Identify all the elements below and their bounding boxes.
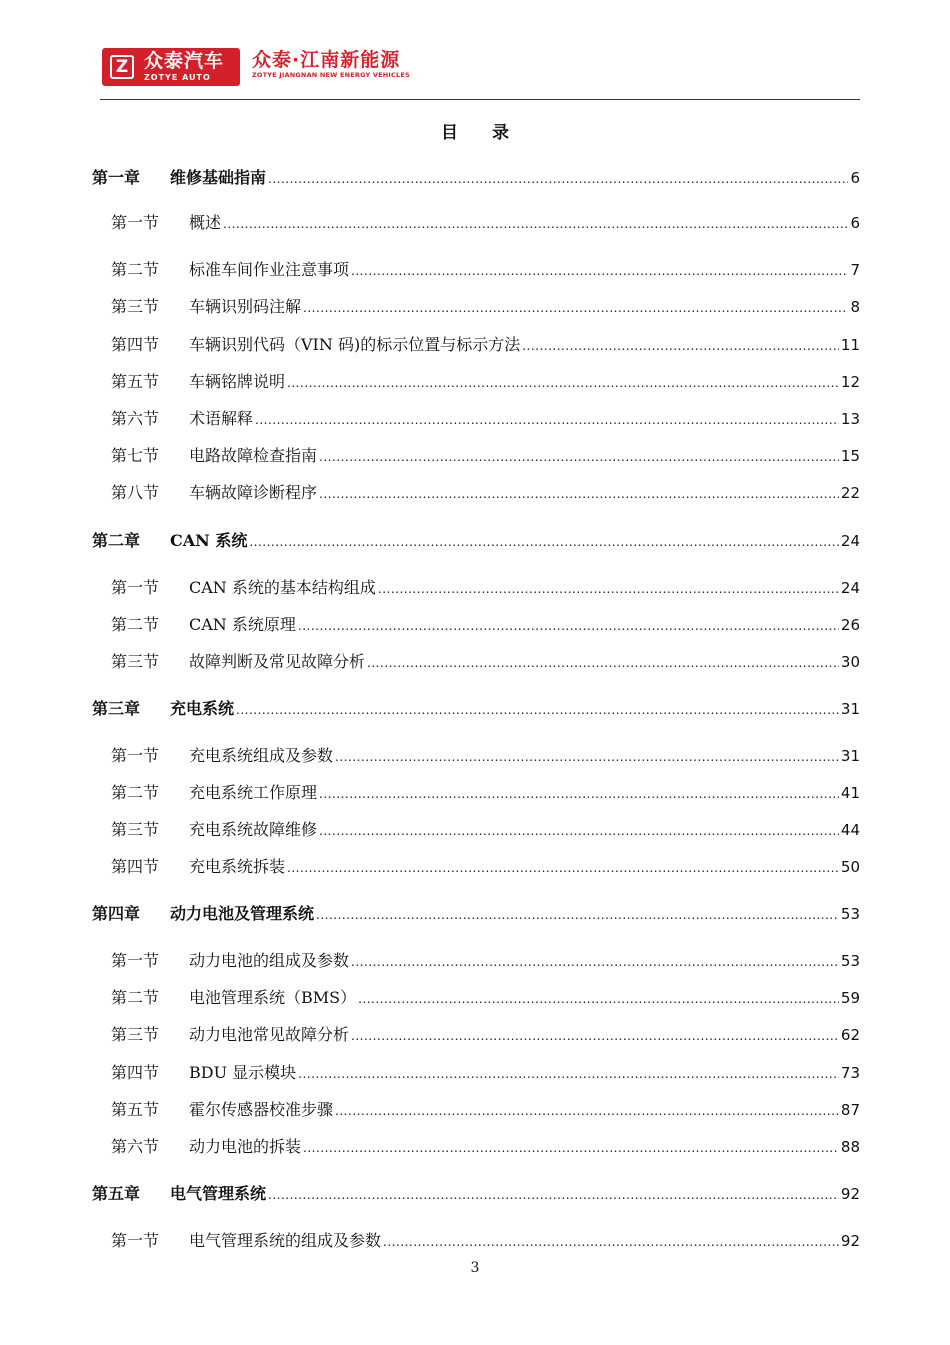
toc-entry-title: 充电系统组成及参数 bbox=[189, 746, 334, 765]
toc-section-entry[interactable] bbox=[111, 856, 860, 878]
toc-section-entry[interactable] bbox=[111, 782, 860, 804]
toc-dot-leader bbox=[298, 615, 839, 637]
toc-entry-number: 第四节 bbox=[111, 335, 160, 354]
toc-entry-page: 88 bbox=[840, 1138, 860, 1156]
toc-entry-page: 41 bbox=[840, 784, 860, 802]
toc-entry-page: 13 bbox=[840, 410, 860, 428]
page-number: 3 bbox=[470, 1260, 480, 1276]
toc-entry-title: 充电系统拆装 bbox=[189, 857, 286, 876]
toc-entry-title: 电池管理系统（BMS） bbox=[189, 988, 357, 1007]
toc-entry-number: 第三节 bbox=[111, 652, 160, 671]
toc-section-entry[interactable] bbox=[111, 819, 860, 841]
toc-entry-page: 6 bbox=[850, 214, 860, 232]
toc-entry-page: 22 bbox=[840, 484, 860, 502]
toc-dot-leader bbox=[287, 372, 839, 394]
toc-section-entry[interactable] bbox=[111, 987, 860, 1009]
toc-section-entry[interactable] bbox=[111, 1230, 860, 1252]
toc-section-entry[interactable] bbox=[111, 445, 860, 467]
toc-entry-title: 车辆识别码注解 bbox=[189, 297, 302, 316]
toc-dot-leader bbox=[367, 652, 839, 674]
toc-entry-page: 7 bbox=[850, 261, 860, 279]
toc-section-entry[interactable] bbox=[111, 1136, 860, 1158]
toc-entry-number: 第二节 bbox=[111, 260, 160, 279]
toc-entry-title: 动力电池的组成及参数 bbox=[189, 951, 350, 970]
toc-entry-title: 车辆识别代码（VIN 码)的标示位置与标示方法 bbox=[189, 335, 521, 354]
toc-dot-leader bbox=[319, 446, 839, 468]
toc-entry-title: 电气管理系统 bbox=[170, 1184, 267, 1203]
toc-entry-page: 24 bbox=[840, 579, 860, 597]
toc-entry-title: 霍尔传感器校准步骤 bbox=[189, 1100, 334, 1119]
toc-section-entry[interactable] bbox=[111, 371, 860, 393]
toc-entry-page: 53 bbox=[840, 905, 860, 923]
toc-entry-number: 第二节 bbox=[111, 783, 160, 802]
page-header bbox=[100, 44, 860, 90]
toc-section-entry[interactable] bbox=[111, 482, 860, 504]
toc-entry-number: 第八节 bbox=[111, 483, 160, 502]
toc-entry-page: 62 bbox=[840, 1026, 860, 1044]
toc-section-entry[interactable] bbox=[111, 259, 860, 281]
zotye-z-icon: Z bbox=[110, 55, 134, 79]
toc-dot-leader bbox=[522, 335, 839, 357]
toc-dot-leader bbox=[298, 1063, 839, 1085]
toc-entry-page: 73 bbox=[840, 1064, 860, 1082]
toc-entry-number: 第一节 bbox=[111, 1231, 160, 1250]
toc-entry-number: 第六节 bbox=[111, 409, 160, 428]
toc-entry-page: 53 bbox=[840, 952, 860, 970]
toc-dot-leader bbox=[287, 857, 839, 879]
toc-section-entry[interactable] bbox=[111, 1099, 860, 1121]
toc-entry-number: 第一节 bbox=[111, 578, 160, 597]
toc-dot-leader bbox=[303, 1137, 839, 1159]
toc-entry-page: 92 bbox=[840, 1185, 860, 1203]
toc-section-entry[interactable] bbox=[111, 212, 860, 234]
toc-entry-number: 第二章 bbox=[92, 531, 141, 550]
toc-entry-page: 59 bbox=[840, 989, 860, 1007]
toc-entry-page: 30 bbox=[840, 653, 860, 671]
toc-section-entry[interactable] bbox=[111, 1062, 860, 1084]
toc-section-entry[interactable] bbox=[111, 614, 860, 636]
toc-dot-leader bbox=[316, 904, 839, 926]
toc-entry-page: 24 bbox=[840, 532, 860, 550]
toc-section-entry[interactable] bbox=[111, 651, 860, 673]
toc-entry-number: 第一节 bbox=[111, 951, 160, 970]
logo-chinese-text: 众泰汽车 bbox=[144, 50, 225, 72]
toc-entry-number: 第四节 bbox=[111, 857, 160, 876]
brand-english-text: ZOTYE JIANGNAN NEW ENERGY VEHICLES bbox=[252, 71, 410, 79]
toc-dot-leader bbox=[268, 1184, 839, 1206]
zotye-auto-logo bbox=[102, 48, 240, 86]
toc-chapter-entry[interactable] bbox=[92, 167, 860, 189]
toc-entry-number: 第三节 bbox=[111, 820, 160, 839]
toc-section-entry[interactable] bbox=[111, 577, 860, 599]
toc-dot-leader bbox=[335, 1100, 839, 1122]
toc-entry-page: 87 bbox=[840, 1101, 860, 1119]
toc-entry-number: 第四章 bbox=[92, 904, 141, 923]
toc-entry-number: 第一节 bbox=[111, 746, 160, 765]
toc-chapter-entry[interactable] bbox=[92, 698, 860, 720]
toc-entry-number: 第一章 bbox=[92, 168, 141, 187]
toc-entry-title: 动力电池常见故障分析 bbox=[189, 1025, 350, 1044]
toc-entry-page: 31 bbox=[840, 700, 860, 718]
toc-entry-number: 第六节 bbox=[111, 1137, 160, 1156]
toc-entry-number: 第三节 bbox=[111, 1025, 160, 1044]
brand-chinese-text: 众泰·江南新能源 bbox=[252, 49, 401, 71]
toc-entry-title: 术语解释 bbox=[189, 409, 254, 428]
toc-entry-page: 15 bbox=[840, 447, 860, 465]
toc-entry-title: 车辆铭牌说明 bbox=[189, 372, 286, 391]
toc-section-entry[interactable] bbox=[111, 1024, 860, 1046]
toc-section-entry[interactable] bbox=[111, 950, 860, 972]
toc-section-entry[interactable] bbox=[111, 408, 860, 430]
header-divider bbox=[100, 99, 860, 100]
toc-dot-leader bbox=[358, 988, 839, 1010]
toc-dot-leader bbox=[378, 578, 839, 600]
toc-section-entry[interactable] bbox=[111, 334, 860, 356]
toc-entry-title: 充电系统 bbox=[170, 699, 235, 718]
toc-dot-leader bbox=[351, 260, 848, 282]
toc-entry-title: 电路故障检查指南 bbox=[189, 446, 318, 465]
toc-entry-number: 第三章 bbox=[92, 699, 141, 718]
toc-entry-number: 第四节 bbox=[111, 1063, 160, 1082]
toc-entry-number: 第二节 bbox=[111, 988, 160, 1007]
toc-entry-title: 车辆故障诊断程序 bbox=[189, 483, 318, 502]
toc-entry-page: 26 bbox=[840, 616, 860, 634]
toc-section-entry[interactable] bbox=[111, 296, 860, 318]
toc-entry-page: 44 bbox=[840, 821, 860, 839]
toc-entry-title: CAN 系统 bbox=[170, 531, 248, 550]
toc-chapter-entry[interactable] bbox=[92, 530, 860, 552]
toc-entry-title: 概述 bbox=[189, 213, 222, 232]
toc-entry-title: BDU 显示模块 bbox=[189, 1063, 297, 1082]
toc-dot-leader bbox=[351, 1025, 839, 1047]
toc-entry-number: 第二节 bbox=[111, 615, 160, 634]
toc-entry-title: 动力电池的拆装 bbox=[189, 1137, 302, 1156]
toc-entry-page: 12 bbox=[840, 373, 860, 391]
toc-entry-number: 第五章 bbox=[92, 1184, 141, 1203]
toc-entry-title: 维修基础指南 bbox=[170, 168, 267, 187]
toc-entry-number: 第一节 bbox=[111, 213, 160, 232]
toc-entry-page: 31 bbox=[840, 747, 860, 765]
jiangnan-brand-logo bbox=[252, 49, 410, 80]
toc-entry-number: 第五节 bbox=[111, 1100, 160, 1119]
toc-entry-page: 6 bbox=[850, 169, 860, 187]
toc-section-entry[interactable] bbox=[111, 745, 860, 767]
toc-dot-leader bbox=[255, 409, 839, 431]
toc-entry-title: 电气管理系统的组成及参数 bbox=[189, 1231, 382, 1250]
toc-dot-leader bbox=[335, 746, 839, 768]
toc-entry-title: 充电系统工作原理 bbox=[189, 783, 318, 802]
toc-entry-number: 第七节 bbox=[111, 446, 160, 465]
toc-dot-leader bbox=[223, 213, 848, 235]
toc-entry-page: 92 bbox=[840, 1232, 860, 1250]
toc-entry-page: 8 bbox=[850, 298, 860, 316]
toc-entry-page: 50 bbox=[840, 858, 860, 876]
toc-chapter-entry[interactable] bbox=[92, 903, 860, 925]
toc-entry-page: 11 bbox=[840, 336, 860, 354]
toc-title: 目录 bbox=[441, 123, 543, 143]
toc-dot-leader bbox=[319, 783, 839, 805]
toc-dot-leader bbox=[268, 168, 848, 190]
toc-entry-title: CAN 系统的基本结构组成 bbox=[189, 578, 376, 597]
toc-chapter-entry[interactable] bbox=[92, 1183, 860, 1205]
toc-entry-number: 第五节 bbox=[111, 372, 160, 391]
toc-dot-leader bbox=[319, 820, 839, 842]
toc-dot-leader bbox=[303, 297, 848, 319]
toc-entry-number: 第三节 bbox=[111, 297, 160, 316]
toc-entry-title: CAN 系统原理 bbox=[189, 615, 296, 634]
toc-entry-title: 标准车间作业注意事项 bbox=[189, 260, 350, 279]
toc-dot-leader bbox=[383, 1231, 839, 1253]
toc-dot-leader bbox=[236, 699, 839, 721]
toc-dot-leader bbox=[351, 951, 839, 973]
toc-entry-title: 充电系统故障维修 bbox=[189, 820, 318, 839]
toc-dot-leader bbox=[319, 483, 839, 505]
toc-entry-title: 动力电池及管理系统 bbox=[170, 904, 315, 923]
logo-english-text: ZOTYE AUTO bbox=[144, 73, 211, 82]
toc-dot-leader bbox=[249, 531, 839, 553]
toc-entry-title: 故障判断及常见故障分析 bbox=[189, 652, 366, 671]
